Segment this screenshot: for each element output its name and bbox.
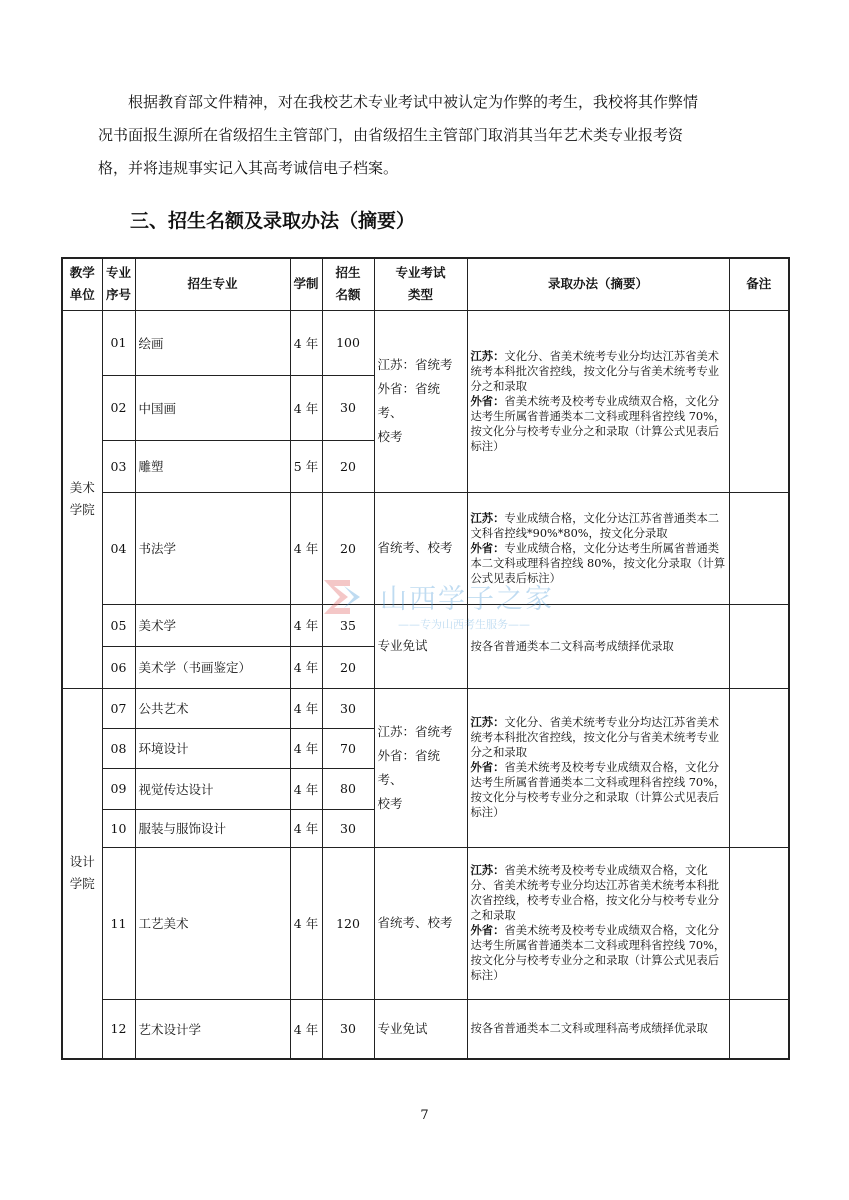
row-quota: 70 <box>322 728 374 768</box>
table-row <box>62 310 789 375</box>
table-row <box>62 999 789 1059</box>
rule-cell: 江苏：文化分、省美术统考专业分均达江苏省美术统考本科批次省控线，按文化分与省美术统考专业分之和录取 外省：省美术统考及校考专业成绩双合格，文化分达考生所属省普通类本二文科或理科省控线 70%，按文化分与校考专业分之和录取（计算公式见表后标注） <box>467 310 729 492</box>
row-quota: 30 <box>322 809 374 847</box>
row-major: 中国画 <box>135 375 290 440</box>
row-major: 艺术设计学 <box>135 999 290 1059</box>
note-cell <box>729 604 789 688</box>
rule-cell: 江苏：文化分、省美术统考专业分均达江苏省美术统考本科批次省控线，按文化分与省美术统考专业分之和录取 外省：省美术统考及校考专业成绩双合格，文化分达考生所属省普通类本二文科或理科省控线 70%，按文化分与校考专业分之和录取（计算公式见表后标注） <box>467 688 729 847</box>
row-major: 美术学 <box>135 604 290 646</box>
row-major: 书法学 <box>135 492 290 604</box>
row-seq: 02 <box>102 375 135 440</box>
header-rule: 录取办法（摘要） <box>467 258 729 310</box>
row-major: 雕塑 <box>135 440 290 492</box>
page-number: 7 <box>420 1108 429 1123</box>
header-quota: 招生 名额 <box>322 258 374 310</box>
note-cell <box>729 310 789 492</box>
rule-cell: 江苏：专业成绩合格，文化分达江苏省普通类本二文科省控线*90%*80%，按文化分录取 外省：专业成绩合格，文化分达考生所属省普通类本二文科或理科省控线 80%，按文化分录取（计算公式见表后标注） <box>467 492 729 604</box>
intro-line: 况书面报生源所在省级招生主管部门，由省级招生主管部门取消其当年艺术类专业报考资 <box>98 126 684 144</box>
exam-type-cell: 江苏：省统考 外省：省统考、 校考 <box>374 310 467 492</box>
row-seq: 08 <box>102 728 135 768</box>
header-unit: 教学 单位 <box>62 258 102 310</box>
exam-type-cell: 专业免试 <box>374 604 467 688</box>
exam-type-cell: 江苏：省统考 外省：省统考、 校考 <box>374 688 467 847</box>
row-major: 工艺美术 <box>135 847 290 999</box>
table-row <box>62 688 789 728</box>
row-major: 环境设计 <box>135 728 290 768</box>
row-seq: 03 <box>102 440 135 492</box>
header-major: 招生专业 <box>135 258 290 310</box>
row-major: 服装与服饰设计 <box>135 809 290 847</box>
row-quota: 80 <box>322 768 374 809</box>
intro-line: 根据教育部文件精神，对在我校艺术专业考试中被认定为作弊的考生，我校将其作弊情 <box>128 93 699 111</box>
rule-cell: 按各省普通类本二文科或理科高考成绩择优录取 <box>467 999 729 1059</box>
unit-design: 设计 学院 <box>62 688 102 1059</box>
row-duration: 4 年 <box>290 728 322 768</box>
exam-type-cell: 专业免试 <box>374 999 467 1059</box>
intro-line: 格，并将违规事实记入其高考诚信电子档案。 <box>98 159 399 177</box>
row-duration: 4 年 <box>290 768 322 809</box>
row-seq: 09 <box>102 768 135 809</box>
exam-type-cell: 省统考、校考 <box>374 847 467 999</box>
table-row <box>62 492 789 604</box>
row-duration: 4 年 <box>290 809 322 847</box>
admission-table <box>61 257 790 1060</box>
row-quota: 30 <box>322 688 374 728</box>
section-heading: 三、招生名额及录取办法（摘要） <box>130 210 416 232</box>
row-quota: 100 <box>322 310 374 375</box>
note-cell <box>729 492 789 604</box>
row-major: 绘画 <box>135 310 290 375</box>
row-seq: 05 <box>102 604 135 646</box>
header-row <box>62 258 789 310</box>
row-duration: 4 年 <box>290 688 322 728</box>
row-quota: 20 <box>322 492 374 604</box>
row-quota: 120 <box>322 847 374 999</box>
row-duration: 4 年 <box>290 375 322 440</box>
row-major: 美术学（书画鉴定） <box>135 646 290 688</box>
header-exam-type: 专业考试 类型 <box>374 258 467 310</box>
row-seq: 06 <box>102 646 135 688</box>
exam-type-cell: 省统考、校考 <box>374 492 467 604</box>
row-quota: 20 <box>322 646 374 688</box>
row-major: 公共艺术 <box>135 688 290 728</box>
row-seq: 10 <box>102 809 135 847</box>
row-major: 视觉传达设计 <box>135 768 290 809</box>
row-duration: 4 年 <box>290 604 322 646</box>
row-duration: 4 年 <box>290 646 322 688</box>
row-duration: 5 年 <box>290 440 322 492</box>
table-row <box>62 604 789 646</box>
header-seq: 专业 序号 <box>102 258 135 310</box>
watermark-subtitle: ——专为山西考生服务—— <box>398 618 530 631</box>
row-seq: 07 <box>102 688 135 728</box>
rule-cell: 江苏：省美术统考及校考专业成绩双合格，文化分、省美术统考专业分均达江苏省美术统考本科批次省控线，校考专业合格，按文化分与校考专业分之和录取 外省：省美术统考及校考专业成绩双合格，文化分达考生所属省普通类本二文科或理科省控线 70%，按文化分与校考专业分之和录取（计算公式见表后标注） <box>467 847 729 999</box>
row-quota: 30 <box>322 999 374 1059</box>
row-seq: 01 <box>102 310 135 375</box>
watermark-title: 山西学子之家 <box>380 584 554 615</box>
row-seq: 04 <box>102 492 135 604</box>
row-seq: 12 <box>102 999 135 1059</box>
table-row <box>62 847 789 999</box>
row-quota: 30 <box>322 375 374 440</box>
row-duration: 4 年 <box>290 999 322 1059</box>
rule-cell: 按各省普通类本二文科高考成绩择优录取 <box>467 604 729 688</box>
note-cell <box>729 847 789 999</box>
header-note: 备注 <box>729 258 789 310</box>
intro-paragraph <box>98 86 758 185</box>
unit-art: 美术 学院 <box>62 310 102 688</box>
note-cell <box>729 688 789 847</box>
row-duration: 4 年 <box>290 310 322 375</box>
header-duration: 学制 <box>290 258 322 310</box>
row-duration: 4 年 <box>290 847 322 999</box>
row-seq: 11 <box>102 847 135 999</box>
note-cell <box>729 999 789 1059</box>
row-quota: 20 <box>322 440 374 492</box>
row-duration: 4 年 <box>290 492 322 604</box>
row-quota: 35 <box>322 604 374 646</box>
